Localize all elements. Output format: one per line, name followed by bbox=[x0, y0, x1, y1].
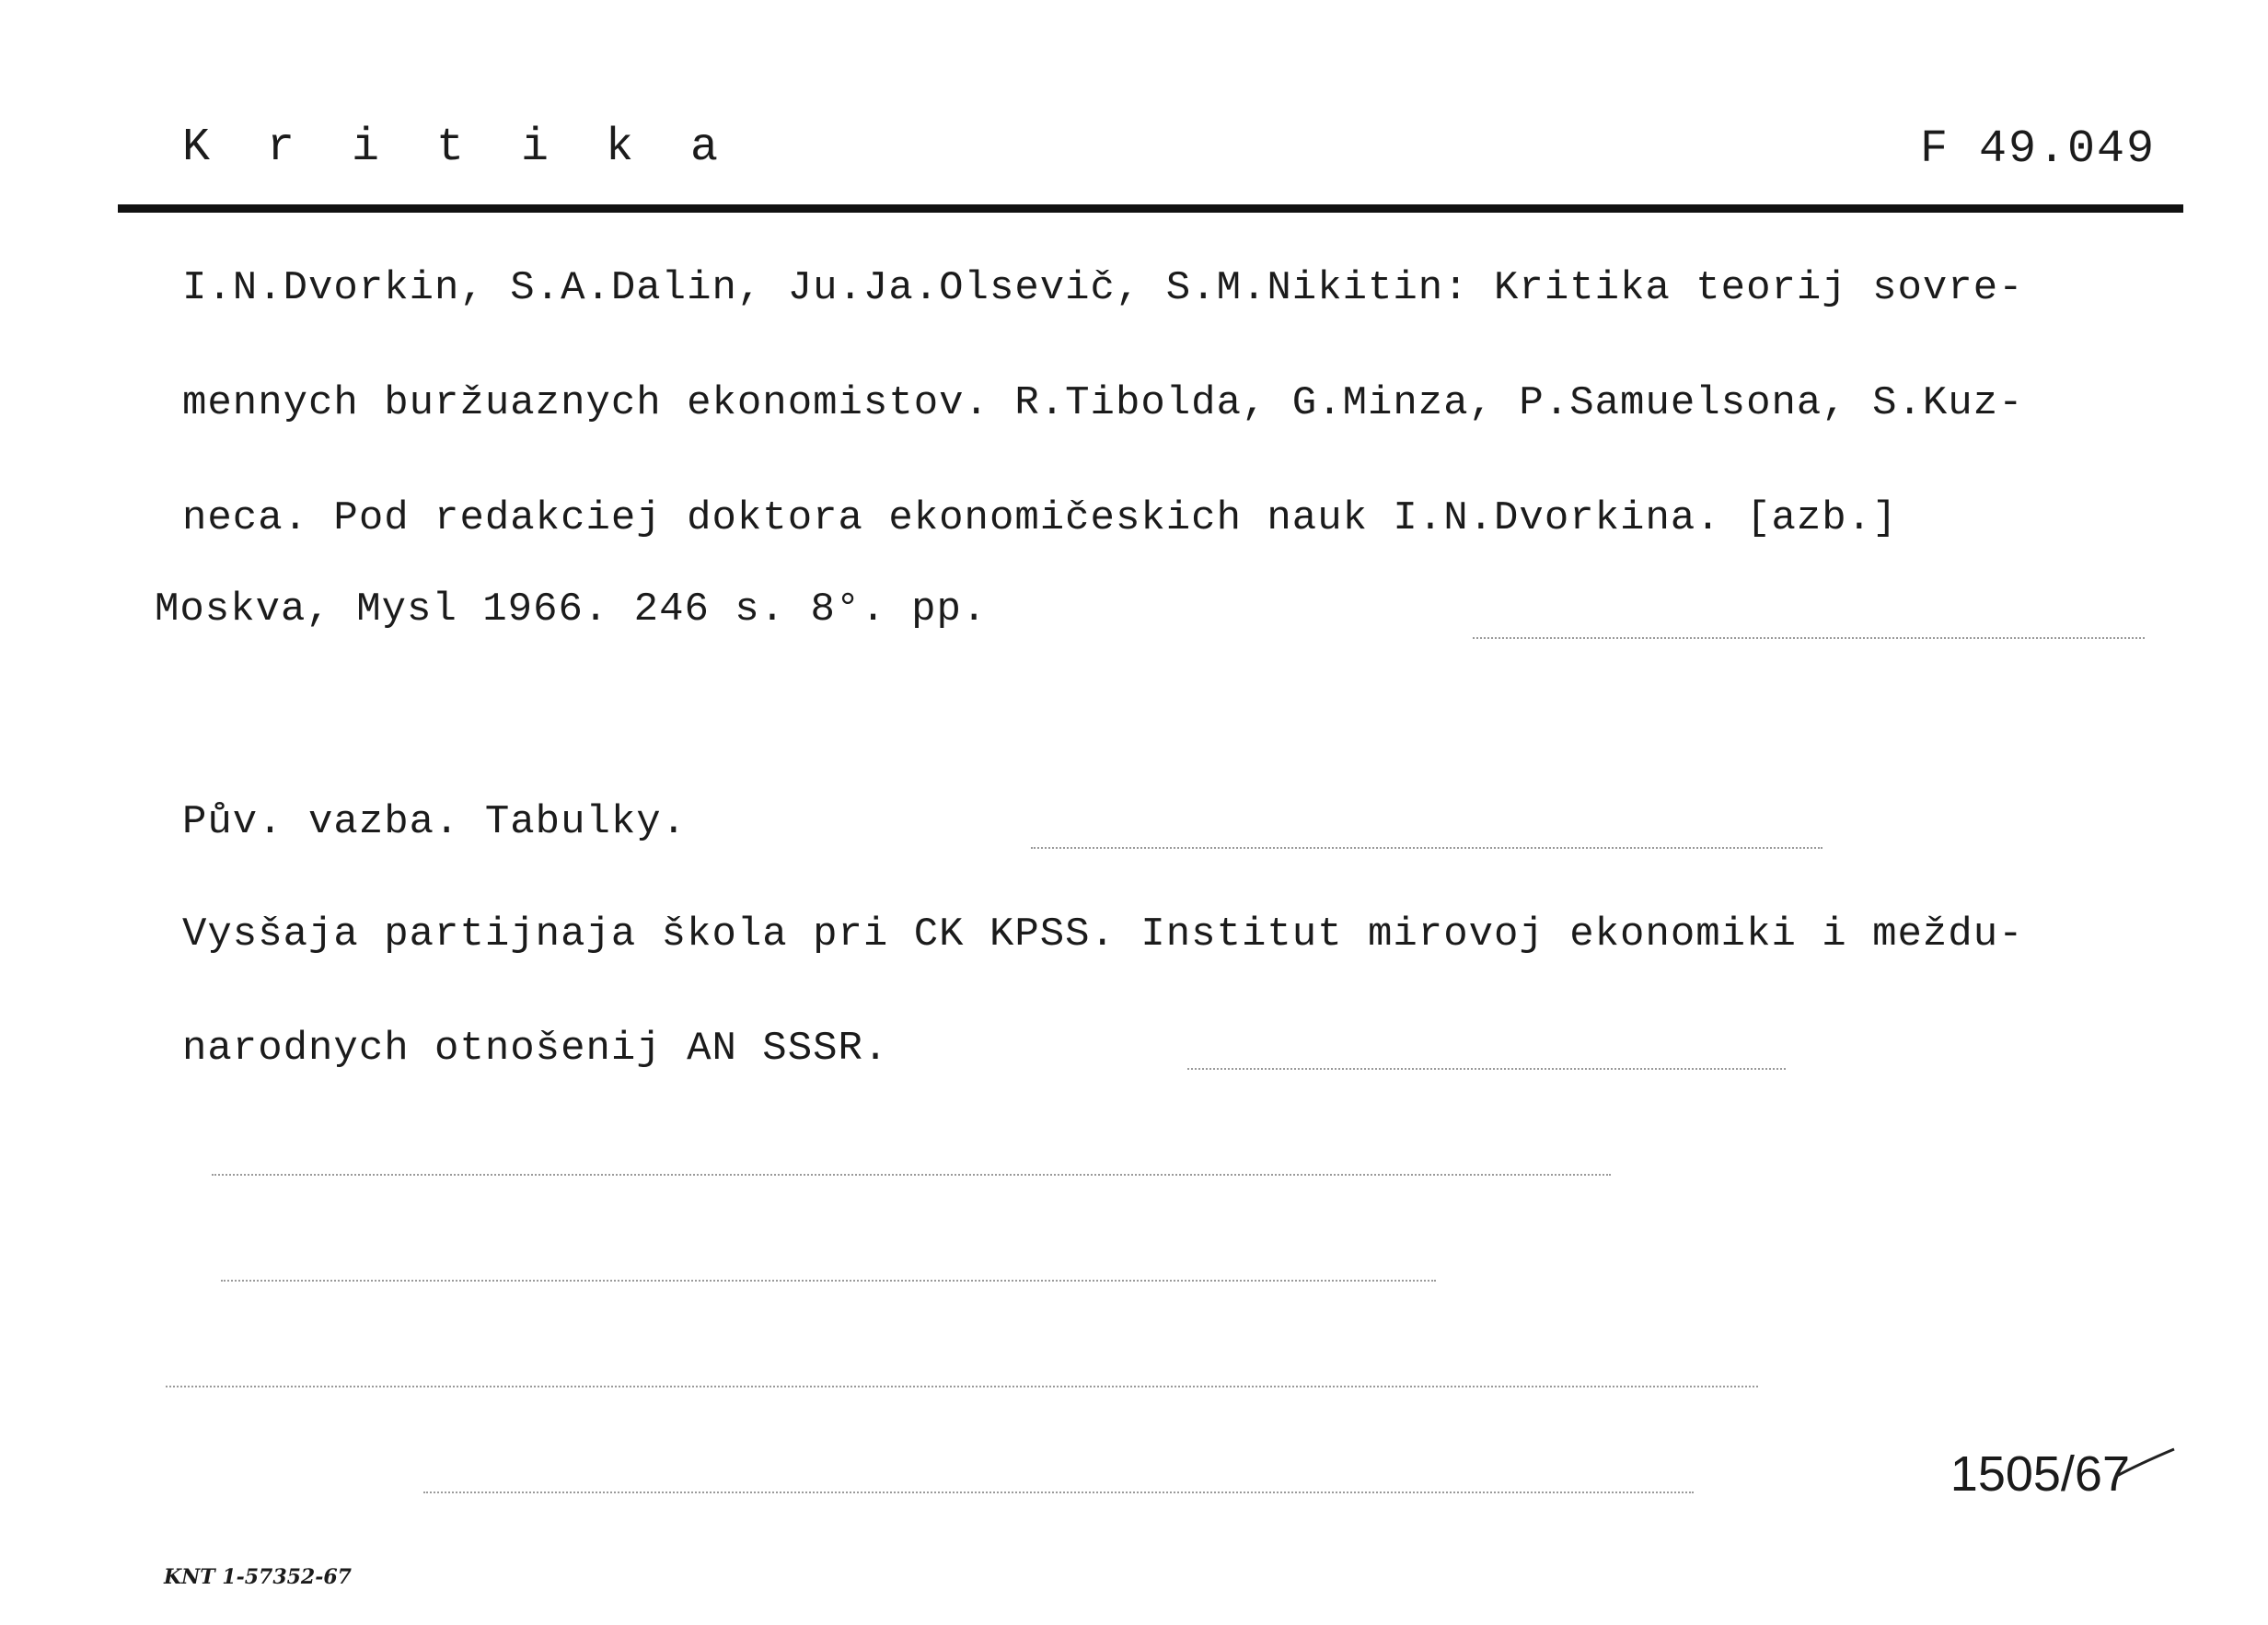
heading-rule bbox=[118, 204, 2183, 213]
dotted-rule bbox=[212, 1174, 1611, 1176]
card-heading: K r i t i k a bbox=[182, 122, 734, 174]
printer-code: KNT 1-57352-67 bbox=[164, 1565, 352, 1589]
provenance-line-1: Vysšaja partijnaja škola pri CK KPSS. Institut mirovoj ekonomiki i meždu- bbox=[182, 911, 2024, 958]
note-line: Pův. vazba. Tabulky. bbox=[182, 799, 688, 845]
entry-line-4: Moskva, Mysl 1966. 246 s. 8°. pp. bbox=[155, 586, 988, 633]
entry-line-3: neca. Pod redakciej doktora ekonomičeskich nauk I.N.Dvorkina. [azb.] bbox=[182, 495, 1898, 541]
entry-line-1: I.N.Dvorkin, S.A.Dalin, Ju.Ja.Olsevič, S.M.Nikitin: Kritika teorij sovre- bbox=[182, 265, 2024, 311]
dotted-rule bbox=[166, 1386, 1758, 1387]
provenance-line-2: narodnych otnošenij AN SSSR. bbox=[182, 1026, 889, 1072]
entry-line-2: mennych buržuaznych ekonomistov. R.Tibolda, G.Minza, P.Samuelsona, S.Kuz- bbox=[182, 380, 2024, 426]
dotted-rule bbox=[1473, 637, 2145, 639]
dotted-rule bbox=[221, 1280, 1436, 1282]
check-mark-icon bbox=[2112, 1445, 2178, 1482]
accession-number: 1505/67 bbox=[1950, 1446, 2130, 1502]
dotted-rule bbox=[423, 1492, 1694, 1493]
dotted-rule bbox=[1187, 1068, 1786, 1070]
dotted-rule bbox=[1031, 847, 1822, 849]
call-number: F 49.049 bbox=[1919, 123, 2156, 176]
